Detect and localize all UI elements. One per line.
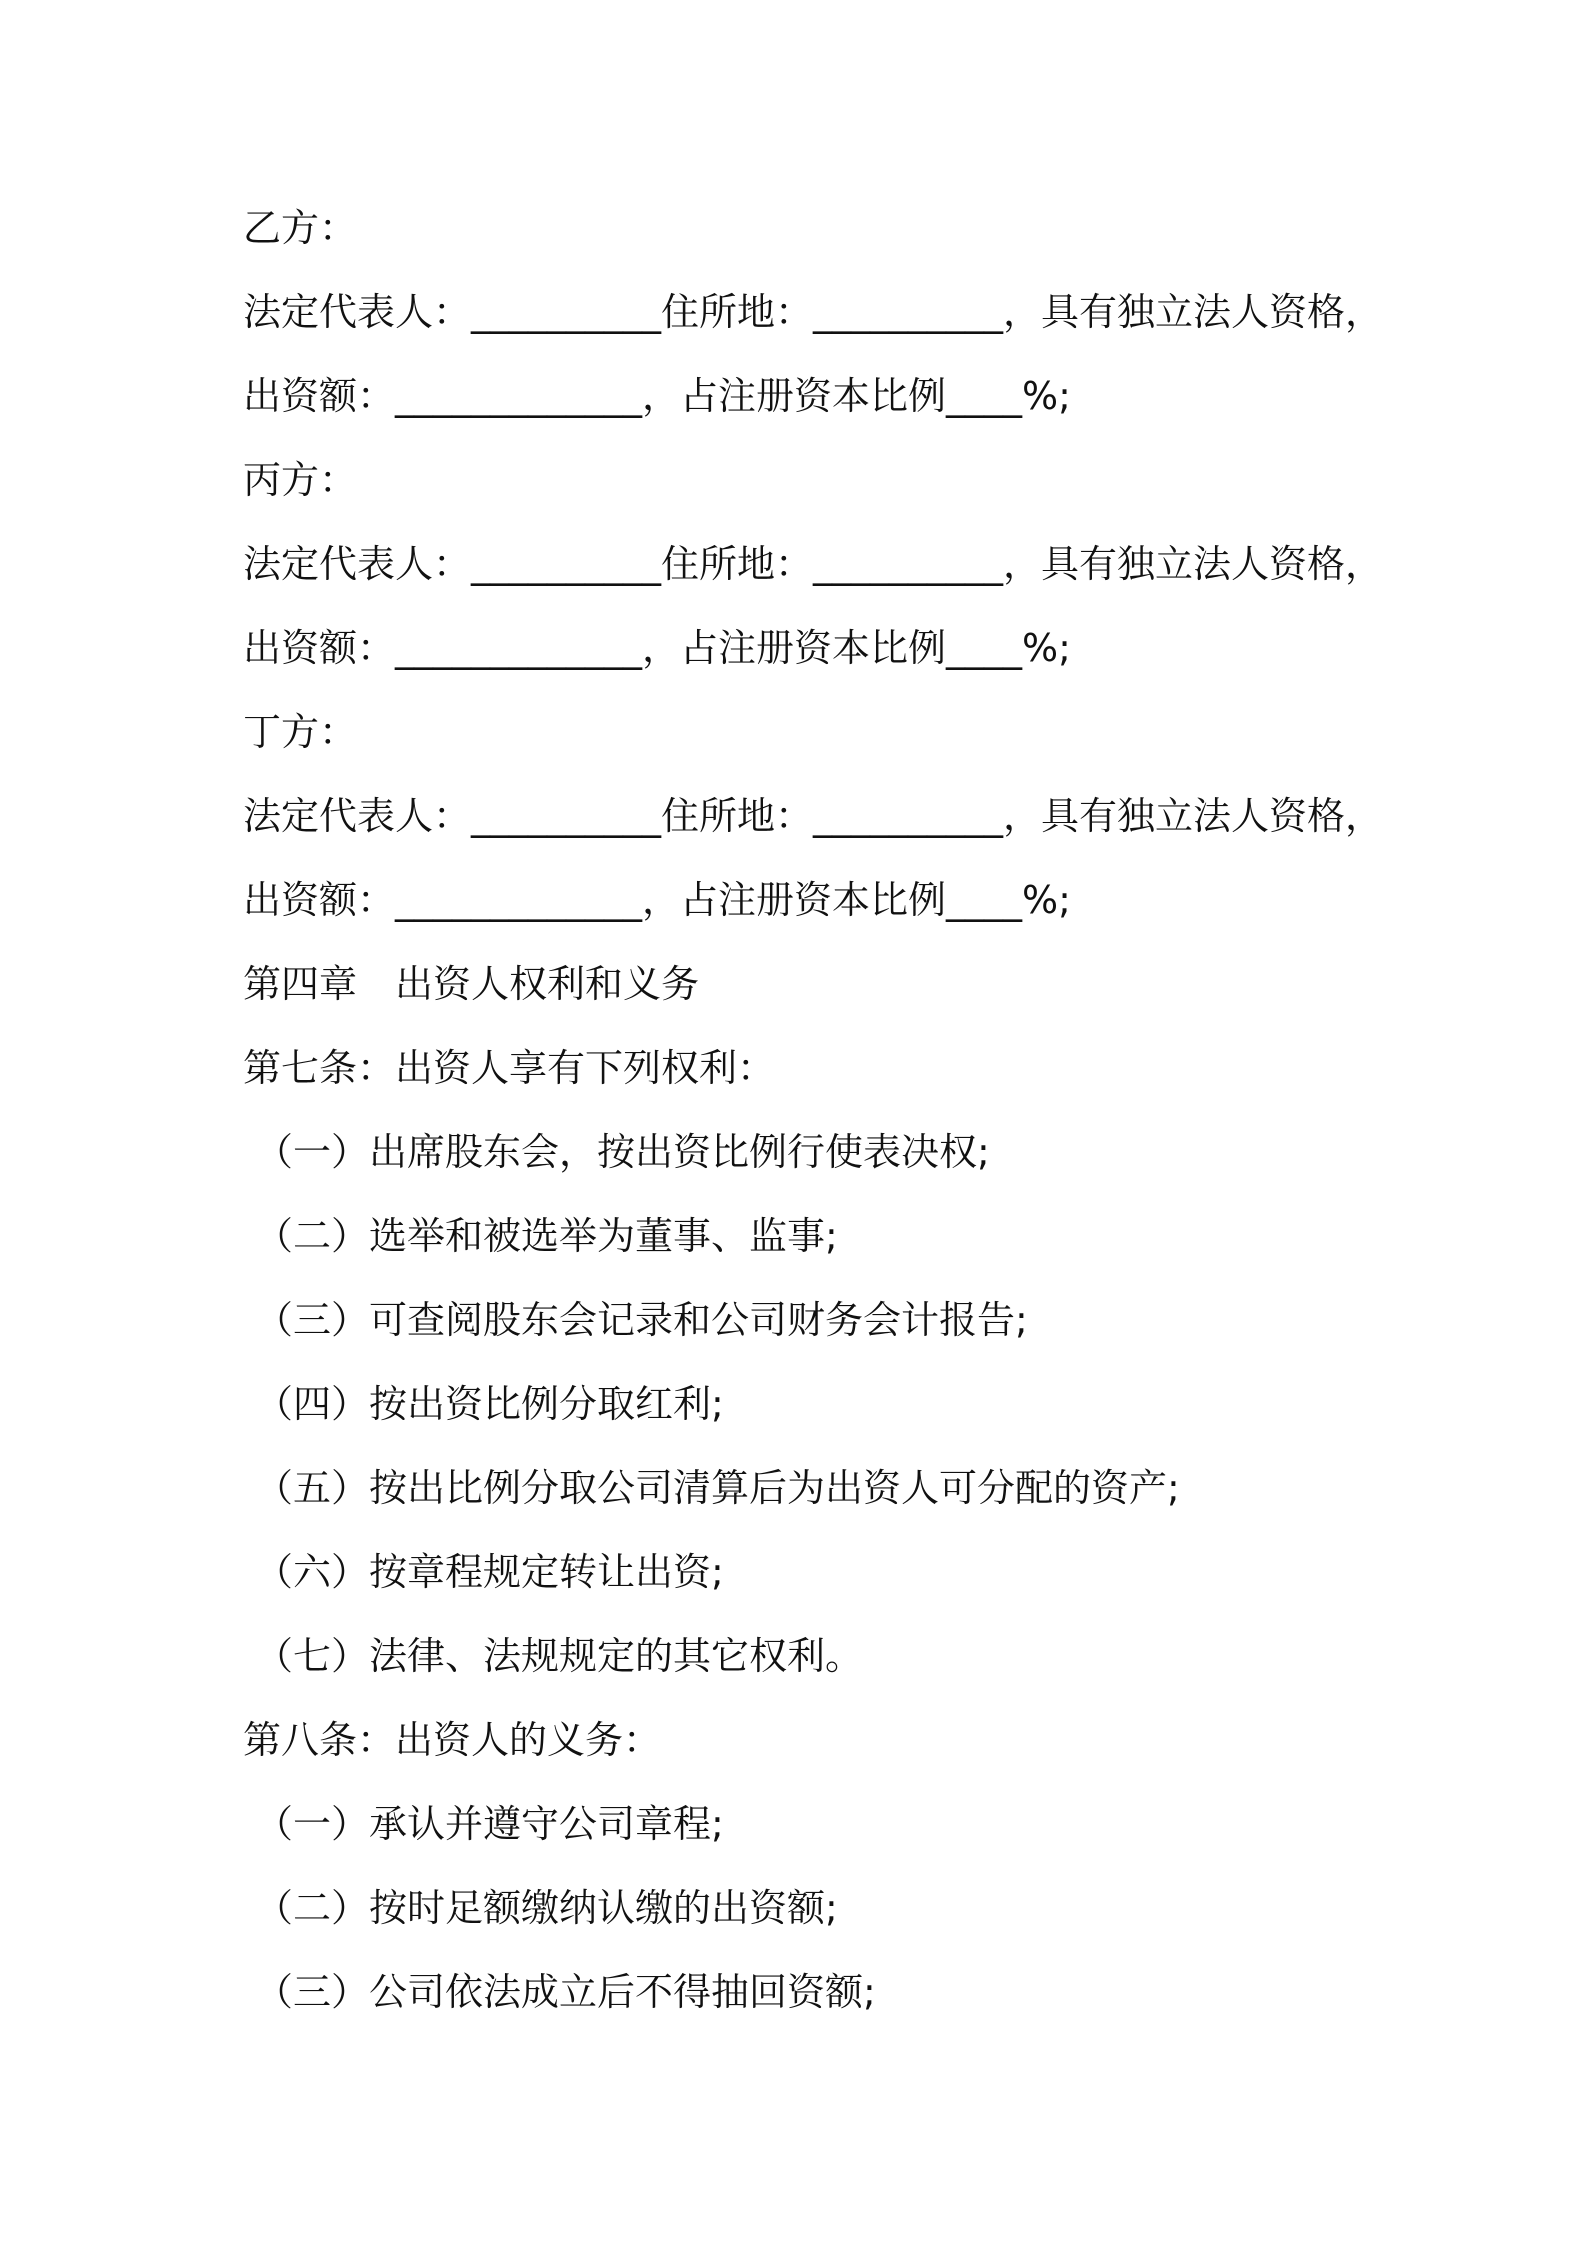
party-b-heading: 乙方： (243, 206, 358, 250)
party-c-representative-line: 法定代表人：__________住所地：__________，具有独立法人资格， (243, 542, 1384, 586)
party-d-representative-line: 法定代表人：__________住所地：__________，具有独立法人资格， (243, 794, 1384, 838)
rights-item-4: （四）按出资比例分取红利; (255, 1382, 724, 1426)
party-c-heading: 丙方： (243, 458, 358, 502)
article-seven-heading: 第七条：出资人享有下列权利： (243, 1046, 776, 1090)
rights-item-1: （一）出席股东会，按出资比例行使表决权; (255, 1130, 990, 1174)
party-c-capital-line: 出资额：_____________，占注册资本比例____%; (243, 626, 1071, 670)
party-d-capital-line: 出资额：_____________，占注册资本比例____%; (243, 878, 1071, 922)
rights-item-7: （七）法律、法规规定的其它权利。 (255, 1634, 864, 1678)
chapter-four-heading: 第四章 出资人权利和义务 (243, 962, 700, 1006)
rights-item-2: （二）选举和被选举为董事、监事; (255, 1214, 838, 1258)
party-d-heading: 丁方： (243, 710, 358, 754)
obligations-item-2: （二）按时足额缴纳认缴的出资额; (255, 1886, 838, 1930)
document-body (243, 198, 1483, 2046)
obligations-item-3: （三）公司依法成立后不得抽回资额; (255, 1970, 876, 2014)
rights-item-3: （三）可查阅股东会记录和公司财务会计报告; (255, 1298, 1028, 1342)
party-b-representative-line: 法定代表人：__________住所地：__________，具有独立法人资格， (243, 290, 1384, 334)
obligations-item-1: （一）承认并遵守公司章程; (255, 1802, 724, 1846)
rights-item-6: （六）按章程规定转让出资; (255, 1550, 724, 1594)
article-eight-heading: 第八条：出资人的义务： (243, 1718, 662, 1762)
party-b-capital-line: 出资额：_____________，占注册资本比例____%; (243, 374, 1071, 418)
rights-item-5: （五）按出比例分取公司清算后为出资人可分配的资产; (255, 1466, 1180, 1510)
